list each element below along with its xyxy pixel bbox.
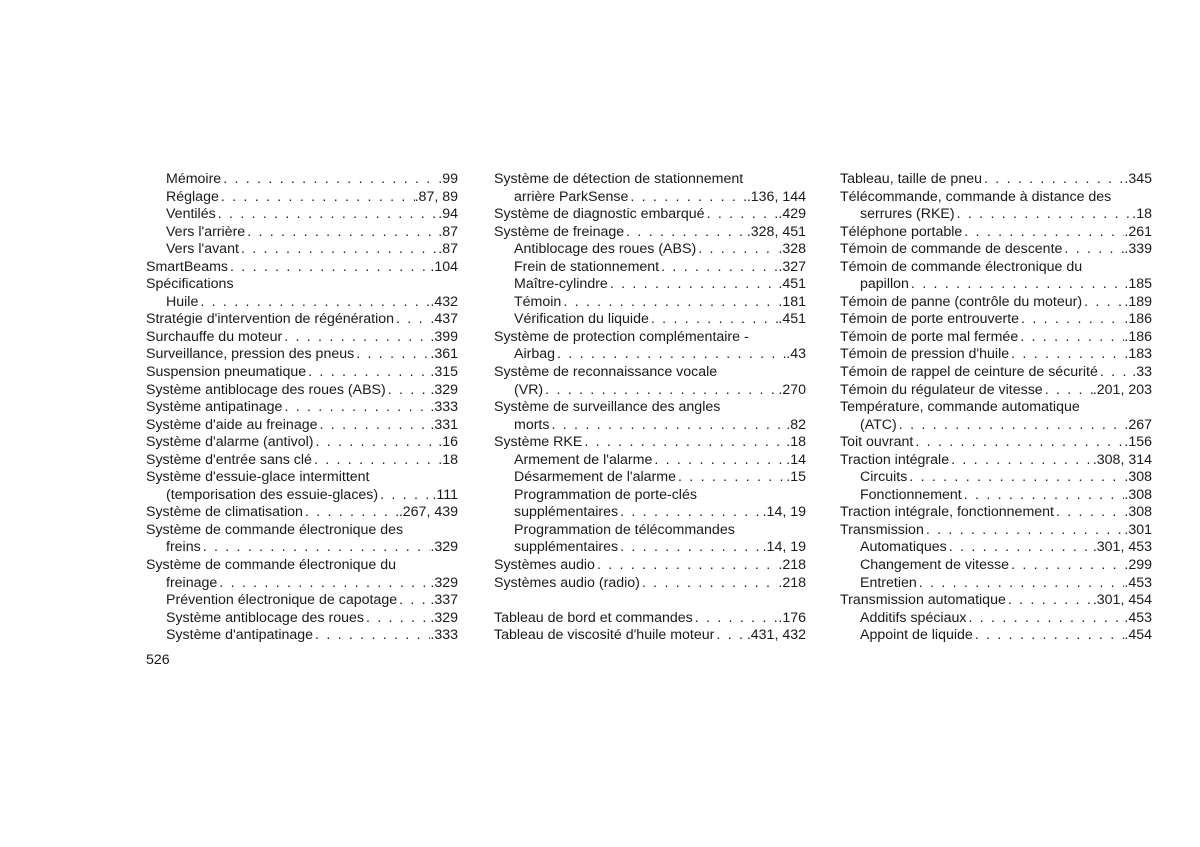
entry-pages: .339: [1124, 241, 1152, 258]
dot-leader: [1054, 504, 1124, 522]
entry-label: Programmation de porte-clés: [514, 486, 697, 503]
entry-label: Témoin de rappel de ceinture de sécurité: [840, 364, 1098, 381]
entry-pages: .453: [1124, 609, 1152, 626]
entry-label: Airbag: [514, 346, 556, 363]
entry-label: Téléphone portable: [840, 223, 963, 240]
dot-leader: [917, 575, 1125, 593]
index-entry: [840, 241, 1152, 259]
index-entry: [146, 346, 458, 364]
dot-leader: [394, 311, 430, 329]
entry-label: Transmission: [840, 521, 924, 538]
entry-label: freins: [166, 539, 201, 556]
dot-leader: [909, 276, 1124, 294]
entry-pages: .176: [778, 609, 806, 626]
dot-leader: [201, 539, 431, 557]
entry-label: Spécifications: [146, 276, 234, 293]
index-entry: [146, 434, 458, 452]
entry-pages: .94: [438, 206, 458, 223]
entry-label: Ventilés: [166, 206, 216, 223]
index-subentry: [146, 224, 458, 242]
entry-label: Système d'entrée sans clé: [146, 451, 312, 468]
index-column-3: [840, 171, 1152, 645]
index-subentry: [494, 487, 806, 505]
entry-pages: .43: [786, 346, 806, 363]
entry-label: Réglage: [166, 188, 219, 205]
dot-leader: [313, 627, 430, 645]
dot-leader: [618, 504, 763, 522]
dot-leader: [378, 487, 432, 505]
entry-label: Système d'alarme (antivol): [146, 434, 314, 451]
entry-pages: .18: [1132, 206, 1152, 223]
index-subentry: [146, 592, 458, 610]
entry-label: Maître-cylindre: [514, 276, 608, 293]
entry-pages: .345: [1124, 171, 1152, 187]
index-entry: [146, 417, 458, 435]
entry-label: Additifs spéciaux: [860, 609, 967, 626]
index-subentry: [494, 522, 806, 540]
index-subentry: [494, 417, 806, 435]
entry-pages: .361: [430, 346, 458, 363]
entry-label: Entretien: [860, 574, 917, 591]
index-entry: [840, 452, 1152, 470]
entry-label: Témoin de commande de descente: [840, 241, 1063, 258]
index-entry: [494, 329, 806, 347]
entry-pages: .33: [1132, 364, 1152, 381]
entry-pages: .454: [1124, 627, 1152, 644]
dot-leader: [1006, 592, 1093, 610]
spacer: [494, 592, 806, 610]
entry-label: Système de protection complémentaire -: [494, 328, 749, 345]
dot-leader: [1043, 382, 1093, 400]
dot-leader: [628, 189, 746, 207]
index-entry: [146, 557, 458, 575]
entry-label: serrures (RKE): [860, 206, 955, 223]
entry-pages: .329: [430, 574, 458, 591]
dot-leader: [303, 504, 399, 522]
index-entry: [840, 294, 1152, 312]
index-subentry: [494, 346, 806, 364]
index-entry: [494, 364, 806, 382]
index-entry: [840, 504, 1152, 522]
entry-pages: .451: [778, 276, 806, 293]
entry-pages: .87, 89: [414, 188, 458, 205]
entry-label: Système de freinage: [494, 223, 625, 240]
dot-leader: [676, 469, 786, 487]
entry-label: Système d'antipatinage: [166, 627, 314, 644]
index-entry: [840, 434, 1152, 452]
index-entry: [840, 592, 1152, 610]
entry-label: Systèmes audio: [494, 557, 595, 574]
entry-label: Vérification du liquide: [514, 311, 649, 328]
dot-leader: [595, 557, 778, 575]
dot-leader: [216, 206, 439, 224]
entry-label: Témoin du régulateur de vitesse: [840, 381, 1043, 398]
index-subentry: [840, 627, 1152, 645]
index-subentry: [840, 469, 1152, 487]
dot-leader: [982, 171, 1124, 189]
entry-label: Huile: [166, 293, 199, 310]
entry-pages: .399: [430, 328, 458, 345]
dot-leader: [217, 575, 430, 593]
entry-pages: .270: [778, 381, 806, 398]
entry-label: Système de climatisation: [146, 504, 303, 521]
entry-pages: .308: [1124, 469, 1152, 486]
entry-label: Témoin de panne (contrôle du moteur): [840, 293, 1083, 310]
index-entry: [146, 504, 458, 522]
index-entry: [494, 399, 806, 417]
entry-pages: .301, 454: [1092, 592, 1152, 609]
entry-label: Système RKE: [494, 434, 583, 451]
dot-leader: [659, 259, 778, 277]
entry-pages: .308, 314: [1092, 451, 1152, 468]
entry-label: Traction intégrale: [840, 451, 950, 468]
entry-pages: .18: [786, 434, 806, 451]
entry-label: Vers l'avant: [166, 241, 239, 258]
index-subentry: [840, 575, 1152, 593]
index-subentry: [840, 206, 1152, 224]
entry-label: Stratégie d'intervention de régénération: [146, 311, 395, 328]
dot-leader: [1098, 364, 1132, 382]
entry-pages: .301, 453: [1092, 539, 1152, 556]
entry-pages: .308: [1124, 504, 1152, 521]
entry-label: supplémentaires: [514, 504, 619, 521]
index-entry: [840, 311, 1152, 329]
entry-pages: .15: [786, 469, 806, 486]
index-subentry: [840, 276, 1152, 294]
index-subentry: [146, 575, 458, 593]
index-subentry: [494, 294, 806, 312]
entry-label: papillon: [860, 276, 909, 293]
index-subentry: [840, 557, 1152, 575]
entry-label: supplémentaires: [514, 539, 619, 556]
dot-leader: [714, 627, 746, 645]
entry-label: Désarmement de l'alarme: [514, 469, 676, 486]
entry-label: Témoin de porte entrouverte: [840, 311, 1020, 328]
entry-label: Appoint de liquide: [860, 627, 973, 644]
entry-pages: .189: [1124, 293, 1152, 310]
entry-label: Système de détection de stationnement: [494, 171, 744, 187]
entry-pages: .185: [1124, 276, 1152, 293]
entry-label: Mémoire: [166, 171, 222, 187]
dot-leader: [955, 206, 1133, 224]
dot-leader: [198, 294, 430, 312]
index-subentry: [146, 189, 458, 207]
dot-leader: [549, 417, 786, 435]
index-entry: [840, 364, 1152, 382]
entry-label: Toit ouvrant: [840, 434, 914, 451]
entry-pages: .451: [778, 311, 806, 328]
index-subentry: [146, 206, 458, 224]
dot-leader: [555, 346, 786, 364]
dot-leader: [1019, 311, 1124, 329]
entry-pages: .329: [430, 609, 458, 626]
entry-label: Télécommande, commande à distance des: [840, 188, 1112, 205]
dot-leader: [966, 610, 1124, 628]
index-entry: [840, 224, 1152, 242]
dot-leader: [1062, 241, 1124, 259]
index-entry: [494, 224, 806, 242]
entry-pages: .186: [1124, 328, 1152, 345]
dot-leader: [1082, 294, 1124, 312]
dot-leader: [696, 241, 778, 259]
entry-pages: .104: [430, 258, 458, 275]
entry-pages: .437: [430, 311, 458, 328]
entry-pages: .331: [430, 416, 458, 433]
dot-leader: [364, 610, 430, 628]
entry-pages: .87: [438, 223, 458, 240]
index-subentry: [494, 259, 806, 277]
dot-leader: [897, 417, 1125, 435]
dot-leader: [962, 487, 1125, 505]
index-subentry: [840, 539, 1152, 557]
entry-pages: .183: [1124, 346, 1152, 363]
dot-leader: [962, 224, 1124, 242]
index-subentry: [494, 539, 806, 557]
entry-label: Tableau de bord et commandes: [494, 609, 693, 626]
dot-leader: [314, 434, 439, 452]
entry-pages: .18: [438, 451, 458, 468]
dot-leader: [397, 592, 430, 610]
entry-pages: .14, 19: [762, 539, 806, 556]
entry-label: arrière ParkSense: [514, 188, 629, 205]
index-subentry: [146, 241, 458, 259]
entry-label: Système antiblocage des roues: [166, 609, 364, 626]
entry-label: Frein de stationnement: [514, 258, 660, 275]
dot-leader: [624, 224, 747, 242]
dot-leader: [973, 627, 1125, 645]
index-entry: [840, 346, 1152, 364]
index-entry: [146, 329, 458, 347]
index-subentry: [840, 487, 1152, 505]
entry-label: Système de surveillance des angles: [494, 399, 721, 416]
entry-label: Fonctionnement: [860, 486, 962, 503]
entry-label: Système d'aide au freinage: [146, 416, 318, 433]
entry-label: Système antipatinage: [146, 399, 283, 416]
index-entry: [840, 522, 1152, 540]
entry-pages: .136, 144: [746, 188, 806, 205]
entry-label: Témoin de porte mal fermée: [840, 328, 1019, 345]
dot-leader: [543, 382, 778, 400]
dot-leader: [947, 539, 1093, 557]
index-entry: [146, 382, 458, 400]
dot-leader: [693, 610, 779, 628]
entry-pages: .16: [438, 434, 458, 451]
entry-label: SmartBeams: [146, 258, 228, 275]
index-subentry: [494, 452, 806, 470]
dot-leader: [1018, 329, 1124, 347]
dot-leader: [924, 522, 1125, 540]
dot-leader: [561, 294, 778, 312]
dot-leader: [239, 241, 438, 259]
index-entry: [146, 276, 458, 294]
entry-label: Surchauffe du moteur: [146, 328, 283, 345]
index-subentry: [146, 294, 458, 312]
index-subentry: [146, 487, 458, 505]
dot-leader: [245, 224, 438, 242]
index-subentry: [146, 610, 458, 628]
entry-pages: .431, 432: [746, 627, 806, 644]
dot-leader: [608, 276, 779, 294]
entry-label: Système de reconnaissance vocale: [494, 364, 718, 381]
entry-label: Transmission automatique: [840, 592, 1006, 609]
entry-label: Traction intégrale, fonctionnement: [840, 504, 1054, 521]
dot-leader: [618, 539, 763, 557]
dot-leader: [913, 434, 1124, 452]
entry-label: Système de diagnostic embarqué: [494, 206, 705, 223]
entry-label: (VR): [514, 381, 544, 398]
index-subentry: [494, 189, 806, 207]
entry-label: Automatiques: [860, 539, 947, 556]
entry-pages: .299: [1124, 557, 1152, 574]
entry-label: Témoin de pression d'huile: [840, 346, 1010, 363]
entry-pages: .308: [1124, 486, 1152, 503]
dot-leader: [949, 452, 1093, 470]
dot-leader: [1009, 346, 1124, 364]
page-number: 526: [146, 652, 170, 668]
entry-pages: .201, 203: [1092, 381, 1152, 398]
index-subentry: [146, 627, 458, 645]
index-column-1: [146, 171, 458, 645]
entry-label: Systèmes audio (radio): [494, 574, 640, 591]
dot-leader: [386, 382, 431, 400]
index-entry: [494, 171, 806, 189]
dot-leader: [312, 452, 438, 470]
index-subentry: [840, 417, 1152, 435]
dot-leader: [318, 417, 431, 435]
entry-label: Antiblocage des roues (ABS): [514, 241, 697, 258]
index-entry: [840, 259, 1152, 277]
entry-label: morts: [514, 416, 550, 433]
entry-label: Armement de l'alarme: [514, 451, 653, 468]
index-subentry: [494, 504, 806, 522]
dot-leader: [1009, 557, 1124, 575]
entry-label: freinage: [166, 574, 218, 591]
dot-leader: [282, 329, 430, 347]
index-entry: [840, 171, 1152, 189]
entry-label: Circuits: [860, 469, 908, 486]
entry-label: Vers l'arrière: [166, 223, 246, 240]
entry-pages: .181: [778, 293, 806, 310]
entry-pages: .432: [430, 293, 458, 310]
dot-leader: [221, 171, 438, 189]
dot-leader: [582, 434, 786, 452]
entry-label: Tableau de viscosité d'huile moteur: [494, 627, 715, 644]
entry-label: Tableau, taille de pneu: [840, 171, 982, 187]
index-entry: [146, 259, 458, 277]
entry-pages: .261: [1124, 223, 1152, 240]
index-subentry: [840, 610, 1152, 628]
entry-label: Prévention électronique de capotage: [166, 592, 398, 609]
dot-leader: [282, 399, 430, 417]
index-entry: [494, 434, 806, 452]
index-entry: [146, 399, 458, 417]
entry-label: Système antiblocage des roues (ABS): [146, 381, 386, 398]
index-subentry: [494, 469, 806, 487]
index-entry: [840, 382, 1152, 400]
index-entry: [494, 627, 806, 645]
index-column-2: [494, 171, 806, 645]
index-subentry: [494, 241, 806, 259]
entry-pages: .329: [430, 539, 458, 556]
index-entry: [494, 557, 806, 575]
dot-leader: [652, 452, 786, 470]
dot-leader: [306, 364, 430, 382]
index-entry: [840, 399, 1152, 417]
entry-pages: .328, 451: [746, 223, 806, 240]
dot-leader: [705, 206, 779, 224]
entry-pages: .267, 439: [398, 504, 458, 521]
index-entry: [494, 206, 806, 224]
dot-leader: [354, 346, 430, 364]
index-subentry: [146, 539, 458, 557]
entry-label: Témoin: [514, 293, 562, 310]
index-entry: [146, 469, 458, 487]
entry-pages: .333: [430, 399, 458, 416]
entry-pages: .87: [438, 241, 458, 258]
index-entry: [146, 364, 458, 382]
entry-pages: .218: [778, 574, 806, 591]
entry-pages: .301: [1124, 521, 1152, 538]
index-subentry: [494, 311, 806, 329]
entry-pages: .267: [1124, 416, 1152, 433]
entry-pages: .327: [778, 258, 806, 275]
entry-pages: .156: [1124, 434, 1152, 451]
index-entry: [146, 522, 458, 540]
index-entry: [840, 329, 1152, 347]
entry-label: Surveillance, pression des pneus: [146, 346, 355, 363]
entry-pages: .453: [1124, 574, 1152, 591]
entry-label: Système de commande électronique des: [146, 521, 404, 538]
entry-pages: .14: [786, 451, 806, 468]
entry-pages: .328: [778, 241, 806, 258]
entry-pages: .329: [430, 381, 458, 398]
entry-pages: .111: [432, 486, 458, 503]
index-subentry: [146, 171, 458, 189]
entry-pages: .337: [430, 592, 458, 609]
index-entry: [146, 452, 458, 470]
entry-label: Changement de vitesse: [860, 557, 1010, 574]
entry-label: Témoin de commande électronique du: [840, 258, 1083, 275]
entry-label: Température, commande automatique: [840, 399, 1080, 416]
entry-pages: .82: [786, 416, 806, 433]
index-subentry: [494, 276, 806, 294]
index-entry: [494, 575, 806, 593]
entry-pages: .429: [778, 206, 806, 223]
entry-label: (temporisation des essuie-glaces): [166, 486, 379, 503]
entry-pages: .333: [430, 627, 458, 644]
entry-label: Système de commande électronique du: [146, 557, 396, 574]
entry-label: Programmation de télécommandes: [514, 521, 735, 538]
index-entry: [146, 311, 458, 329]
dot-leader: [649, 311, 779, 329]
dot-leader: [640, 575, 778, 593]
dot-leader: [907, 469, 1124, 487]
index-entry: [494, 610, 806, 628]
entry-label: (ATC): [860, 416, 897, 433]
entry-pages: .99: [438, 171, 458, 187]
entry-pages: .218: [778, 557, 806, 574]
entry-pages: .315: [430, 364, 458, 381]
dot-leader: [228, 259, 430, 277]
entry-pages: .14, 19: [762, 504, 806, 521]
index-entry: [840, 189, 1152, 207]
dot-leader: [219, 189, 415, 207]
entry-label: Système d'essuie-glace intermittent: [146, 469, 370, 486]
entry-pages: .186: [1124, 311, 1152, 328]
entry-label: Suspension pneumatique: [146, 364, 307, 381]
index-subentry: [494, 382, 806, 400]
